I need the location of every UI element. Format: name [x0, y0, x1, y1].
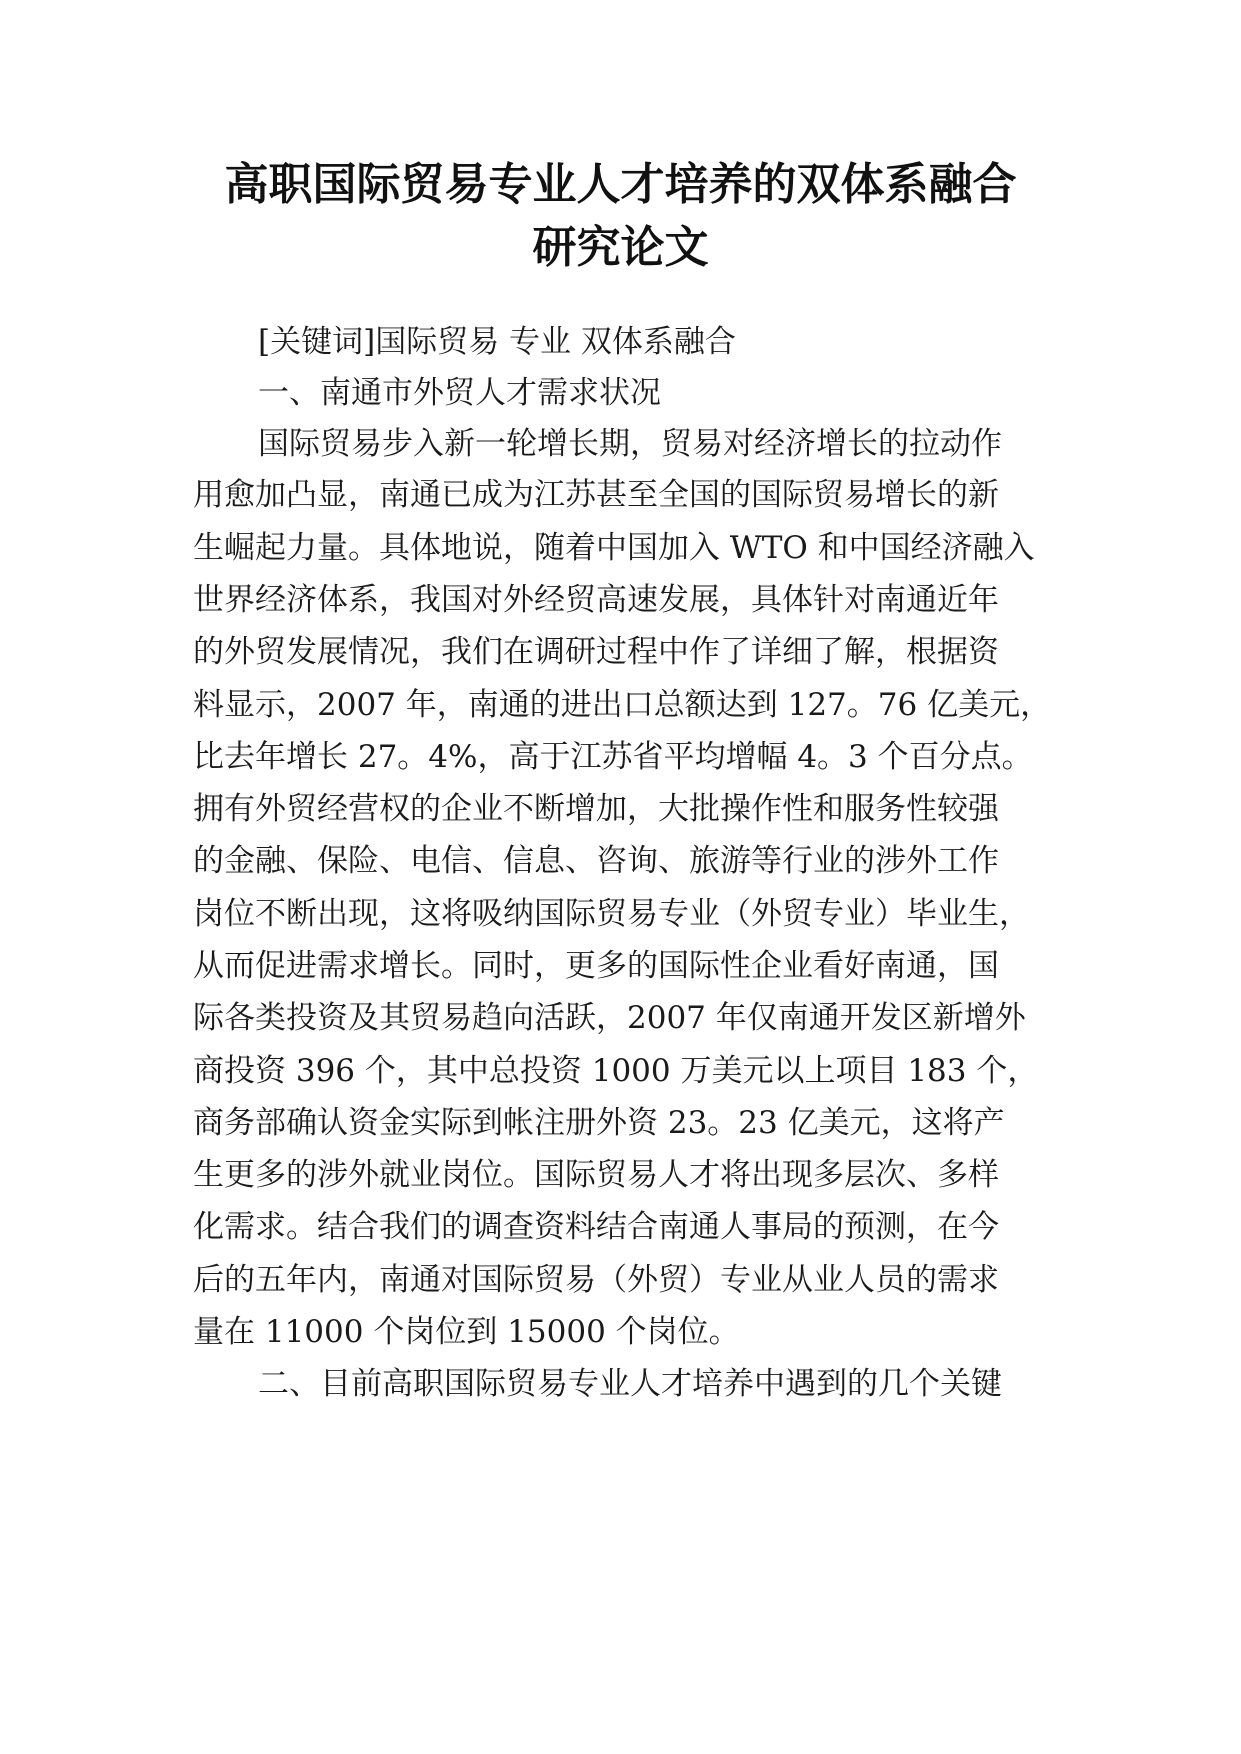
paragraph-line: 的金融、保险、电信、信息、咨询、旅游等行业的涉外工作	[193, 843, 999, 879]
paragraph-line: 国际贸易步入新一轮增长期，贸易对经济增长的拉动作	[258, 426, 1002, 462]
document-title-line-1: 高职国际贸易专业人才培养的双体系融合	[224, 159, 1017, 210]
paragraph-line: 从而促进需求增长。同时，更多的国际性企业看好南通，国	[193, 948, 999, 984]
paragraph-line: 化需求。结合我们的调查资料结合南通人事局的预测，在今	[193, 1209, 999, 1245]
paragraph-line: 比去年增长 27。4%，高于江苏省平均增幅 4。3 个百分点。	[193, 739, 1033, 775]
paragraph-line: 后的五年内，南通对国际贸易（外贸）专业从业人员的需求	[193, 1262, 999, 1298]
paragraph-line: 拥有外贸经营权的企业不断增加，大批操作性和服务性较强	[193, 791, 999, 827]
paragraph-line: 商务部确认资金实际到帐注册外资 23。23 亿美元，这将产	[193, 1105, 1005, 1141]
paragraph-line: 世界经济体系，我国对外经贸高速发展，具体针对南通近年	[193, 582, 999, 618]
document-title-line-2: 研究论文	[532, 222, 709, 273]
keywords-line: [关键词]国际贸易 专业 双体系融合	[258, 324, 736, 360]
section-1-heading: 一、南通市外贸人才需求状况	[258, 375, 661, 411]
paragraph-line: 际各类投资及其贸易趋向活跃，2007 年仅南通开发区新增外	[193, 1000, 1026, 1036]
paragraph-line: 生更多的涉外就业岗位。国际贸易人才将出现多层次、多样	[193, 1157, 999, 1193]
paragraph-line: 生崛起力量。具体地说，随着中国加入 WTO 和中国经济融入	[193, 530, 1035, 566]
paragraph-line: 的外贸发展情况，我们在调研过程中作了详细了解，根据资	[193, 634, 999, 670]
paragraph-line: 料显示，2007 年，南通的进出口总额达到 127。76 亿美元，	[193, 687, 1052, 723]
paragraph-line: 岗位不断出现，这将吸纳国际贸易专业（外贸专业）毕业生，	[193, 896, 1030, 932]
paragraph-line: 量在 11000 个岗位到 15000 个岗位。	[193, 1314, 740, 1350]
section-2-heading: 二、目前高职国际贸易专业人才培养中遇到的几个关键	[258, 1366, 1002, 1402]
paragraph-line: 用愈加凸显，南通已成为江苏甚至全国的国际贸易增长的新	[193, 477, 999, 513]
paragraph-line: 商投资 396 个，其中总投资 1000 万美元以上项目 183 个，	[193, 1053, 1039, 1089]
